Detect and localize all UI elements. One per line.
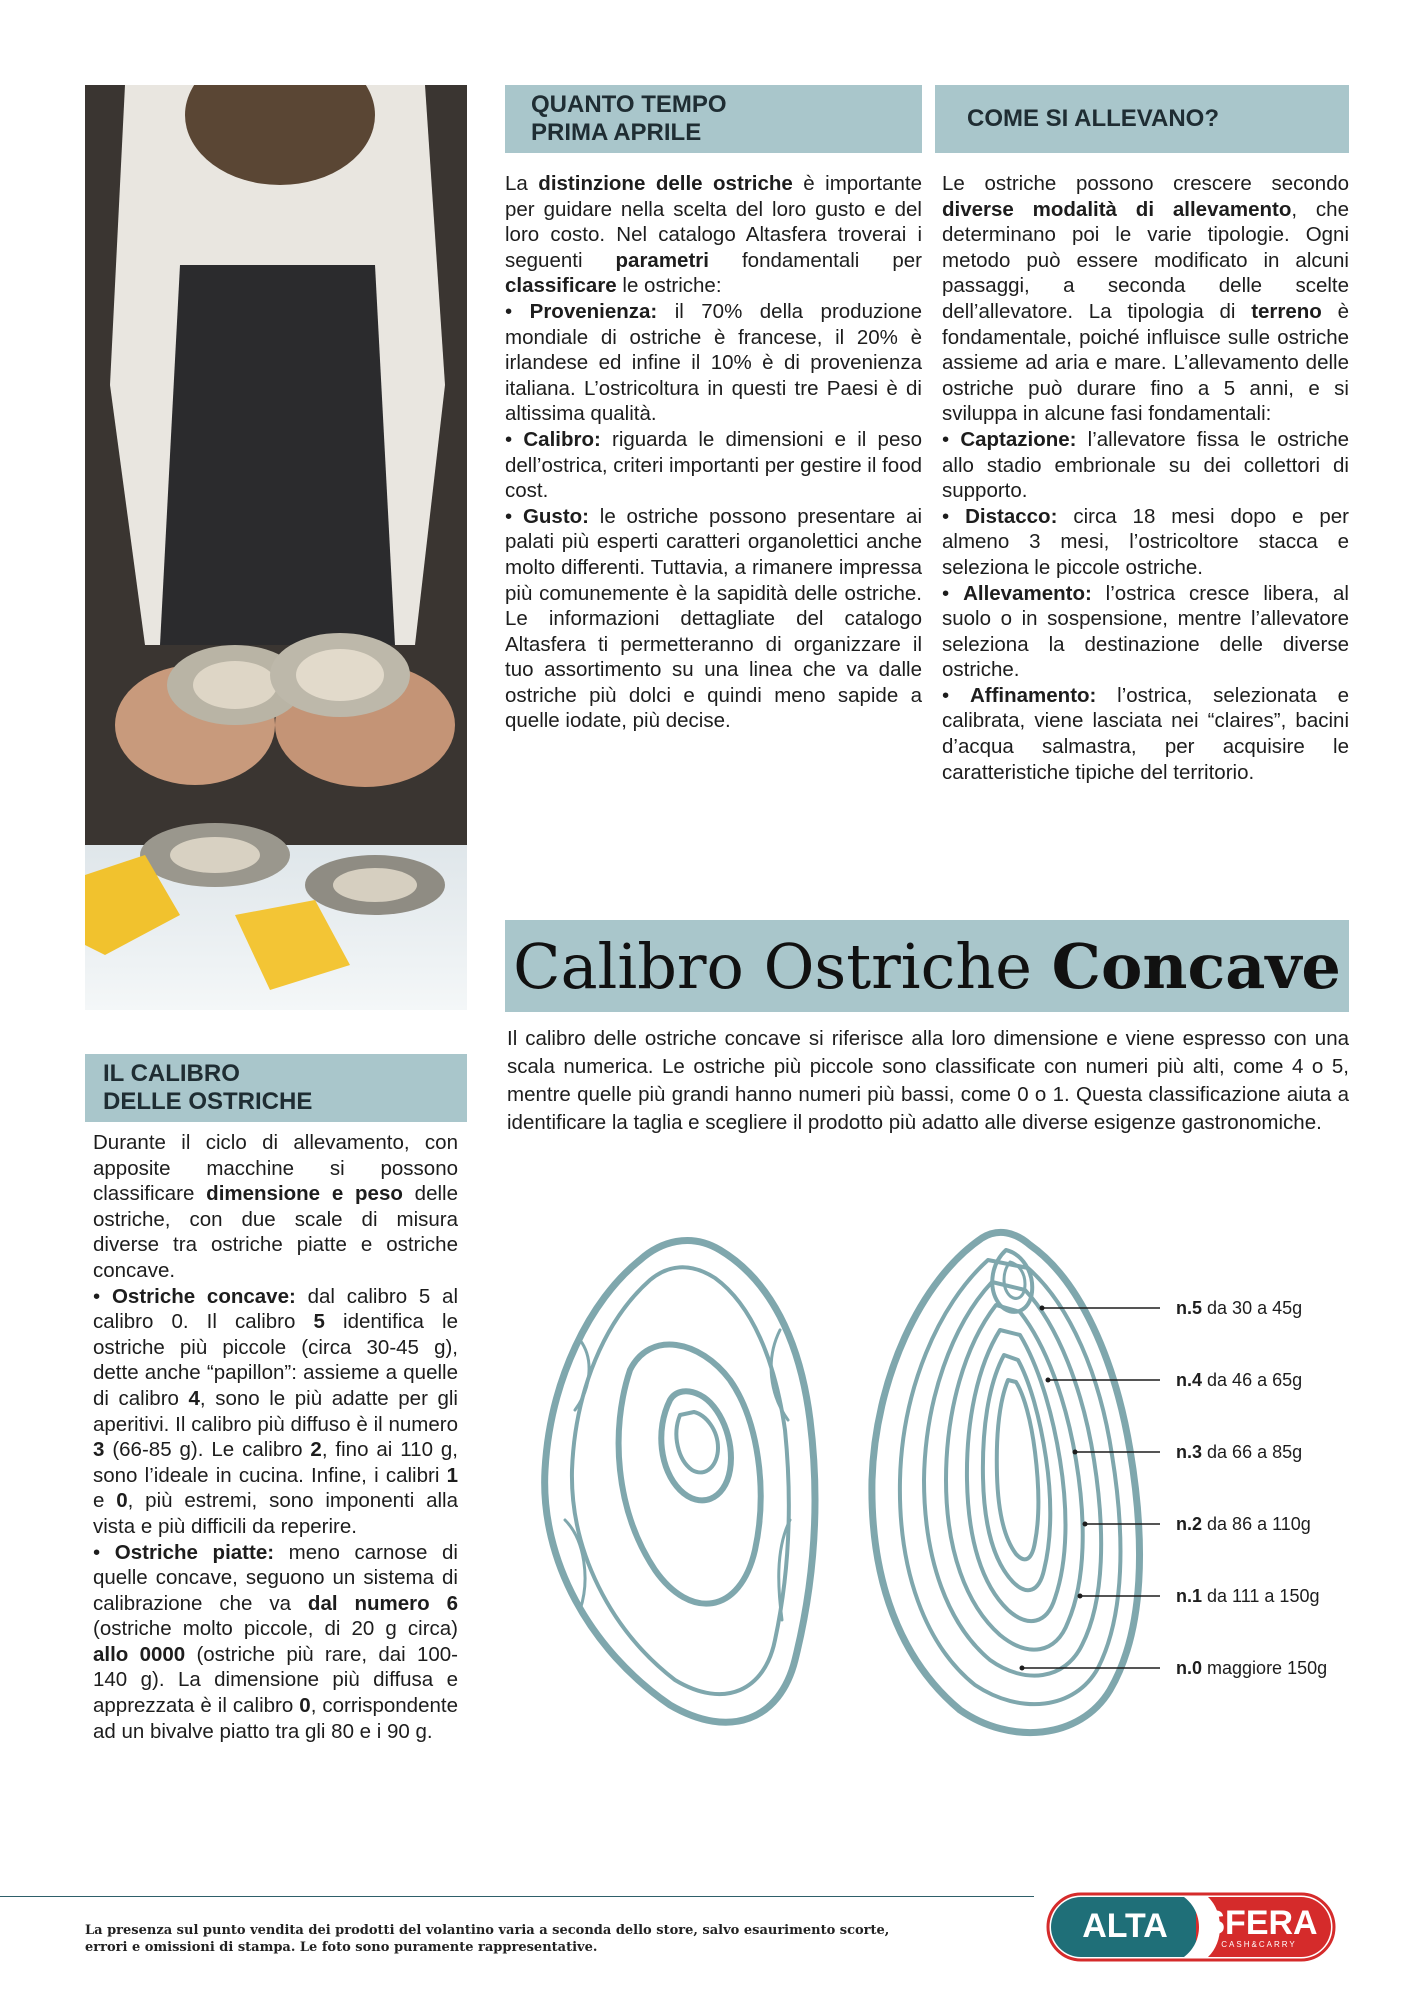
size-range: da 46 a 65g (1207, 1370, 1303, 1390)
chef-oysters-photo (85, 85, 467, 1010)
size-range: maggiore 150g (1207, 1658, 1328, 1678)
quanto-tempo-text (505, 171, 922, 734)
size-label-n0 (1176, 1657, 1327, 1679)
section-title-line1: QUANTO TEMPO (531, 91, 727, 118)
logo-text-sfera: SFERA (1202, 1904, 1318, 1942)
intro-paragraph: Il calibro delle ostriche concave si riferisce alla loro dimensione e viene espresso con una scala numerica. Le ostriche più piccole sono classificate con numeri più alti, come 4 o 5, mentre quelle più grandi hanno numeri più bassi, come 0 o 1. Questa classificazione aiuta a identificare la taglia e scegliere il prodotto più adatto alle diverse esigenze gastronomiche. (507, 1027, 1349, 1134)
paragraph: • Ostriche concave: dal calibro 5 al calibro 0. Il calibro 5 identifica le ostriche più piccole (circa 30-45 g), dette anche “papillon”: assieme a quelle di calibro 4, sono le più adatte per gli aperitivi. Il calibro più diffuso è il numero 3 (66-85 g). Le calibro 2, fino ai 110 g, sono l’ideale in cucina. Infine, i calibri 1 e 0, più estremi, sono imponenti alla vista e più difficili da reperire. (93, 1284, 459, 1538)
size-range: da 30 a 45g (1207, 1298, 1303, 1318)
paragraph: • Provenienza: il 70% della produzione mondiale di ostriche è francese, il 20% è irlandese ed infine il 10% è di provenienza italiana. L’ostricoltura in questi tre Paesi è di altissima qualità. (505, 299, 922, 426)
section-title: COME SI ALLEVANO? (967, 105, 1219, 132)
paragraph: • Calibro: riguarda le dimensioni e il peso dell’ostrica, criteri importanti per gestire il food cost. (505, 427, 922, 503)
paragraph: • Allevamento: l’ostrica cresce libera, al suolo o in sospensione, mentre l’allevatore seleziona la destinazione delle diverse ostriche. (942, 581, 1349, 682)
size-code: n.3 (1176, 1442, 1203, 1462)
size-code: n.2 (1176, 1514, 1203, 1534)
paragraph: Durante il ciclo di allevamento, con apposite macchine si possono classificare dimensione e peso delle ostriche, con due scale di misura diverse tra ostriche piatte e ostriche concave. (93, 1131, 458, 1282)
paragraph: • Captazione: l’allevatore fissa le ostriche allo stadio embrionale su dei collettori di supporto. (942, 427, 1349, 503)
size-range: da 86 a 110g (1207, 1514, 1311, 1534)
section-header-quanto-tempo (505, 85, 922, 153)
paragraph: Le ostriche possono crescere secondo diverse modalità di allevamento, che determinano poi le varie tipologie. Ogni metodo può essere modificato in alcuni passaggi, a seconda delle scelte dell’allevatore. La tipologia di terreno è fondamentale, poiché influisce sulle ostriche assieme ad aria e mare. L’allevamento delle ostriche può durare fino a 5 anni, e si sviluppa in alcune fasi fondamentali: (942, 172, 1349, 426)
size-code: n.1 (1176, 1586, 1203, 1606)
footer-divider (0, 1896, 1034, 1897)
footer-disclaimer (85, 1922, 965, 1956)
open-oyster-drawing (545, 1241, 815, 1723)
size-label-n2 (1176, 1513, 1311, 1535)
logo-text-alta: ALTA (1082, 1907, 1168, 1945)
come-si-allevano-text (942, 171, 1349, 785)
section-header-come-si-allevano (935, 85, 1349, 153)
paragraph: • Ostriche piatte: meno carnose di quelle concave, seguono un sistema di calibrazione che va dal numero 6 (ostriche molto piccole, di 20 g circa) allo 0000 (ostriche più rare, dai 100-140 g). La dimensione più diffusa e apprezzata è il calibro 0, corrispondente ad un bivalve piatto tra gli 80 e i 90 g. (93, 1540, 458, 1743)
paragraph: • Distacco: circa 18 mesi dopo e per almeno 3 mesi, l’ostricoltore stacca e seleziona le piccole ostriche. (942, 504, 1349, 579)
section-title-line2: DELLE OSTRICHE (103, 1088, 313, 1115)
size-code: n.0 (1176, 1658, 1203, 1678)
photo-illustration (85, 85, 467, 1010)
paragraph: La distinzione delle ostriche è importante per guidare nella scelta del loro gusto e del loro costo. Nel catalogo Altasfera troverai i seguenti parametri fondamentali per classificare le ostriche: (505, 172, 923, 298)
main-title-bold: Concave (1051, 929, 1341, 1003)
calibro-text (93, 1130, 458, 1744)
disclaimer-line1: La presenza sul punto vendita dei prodotti del volantino varia a seconda dello store, salvo esaurimento scorte, (85, 1923, 890, 1938)
main-title-regular: Calibro Ostriche (513, 929, 1032, 1003)
altasfera-logo (1046, 1890, 1336, 1964)
main-title (505, 920, 1349, 1012)
size-label-n3 (1176, 1441, 1302, 1463)
section-title-line1: IL CALIBRO (103, 1060, 240, 1087)
logo-tagline: CASH&CARRY (1221, 1940, 1297, 1949)
size-label-n5 (1176, 1297, 1302, 1319)
size-code: n.4 (1176, 1370, 1203, 1390)
disclaimer-line2: errori e omissioni di stampa. Le foto sono puramente rappresentative. (85, 1940, 598, 1955)
size-label-n4 (1176, 1369, 1302, 1391)
size-label-n1 (1176, 1585, 1319, 1607)
paragraph: • Gusto: le ostriche possono presentare ai palati più esperti caratteri organolettici anche molto differenti. Tuttavia, a rimanere impressa più comunemente è la sapidità delle ostriche. Le informazioni dettagliate del catalogo Altasfera ti permetteranno di organizzare il tuo assortimento su una linea che va dalle ostriche più dolci e quindi meno sapide a quelle iodate, più decise. (505, 504, 923, 733)
calibro-intro (507, 1025, 1349, 1137)
paragraph: • Affinamento: l’ostrica, selezionata e calibrata, viene lasciata nei “claires”, bacini d’acqua salmastra, per acquisire le caratteristiche tipiche del territorio. (942, 683, 1350, 784)
size-code: n.5 (1176, 1298, 1203, 1318)
section-header-il-calibro (85, 1054, 467, 1122)
size-range: da 111 a 150g (1207, 1586, 1320, 1606)
size-range: da 66 a 85g (1207, 1442, 1303, 1462)
section-title-line2: PRIMA APRILE (531, 119, 702, 146)
